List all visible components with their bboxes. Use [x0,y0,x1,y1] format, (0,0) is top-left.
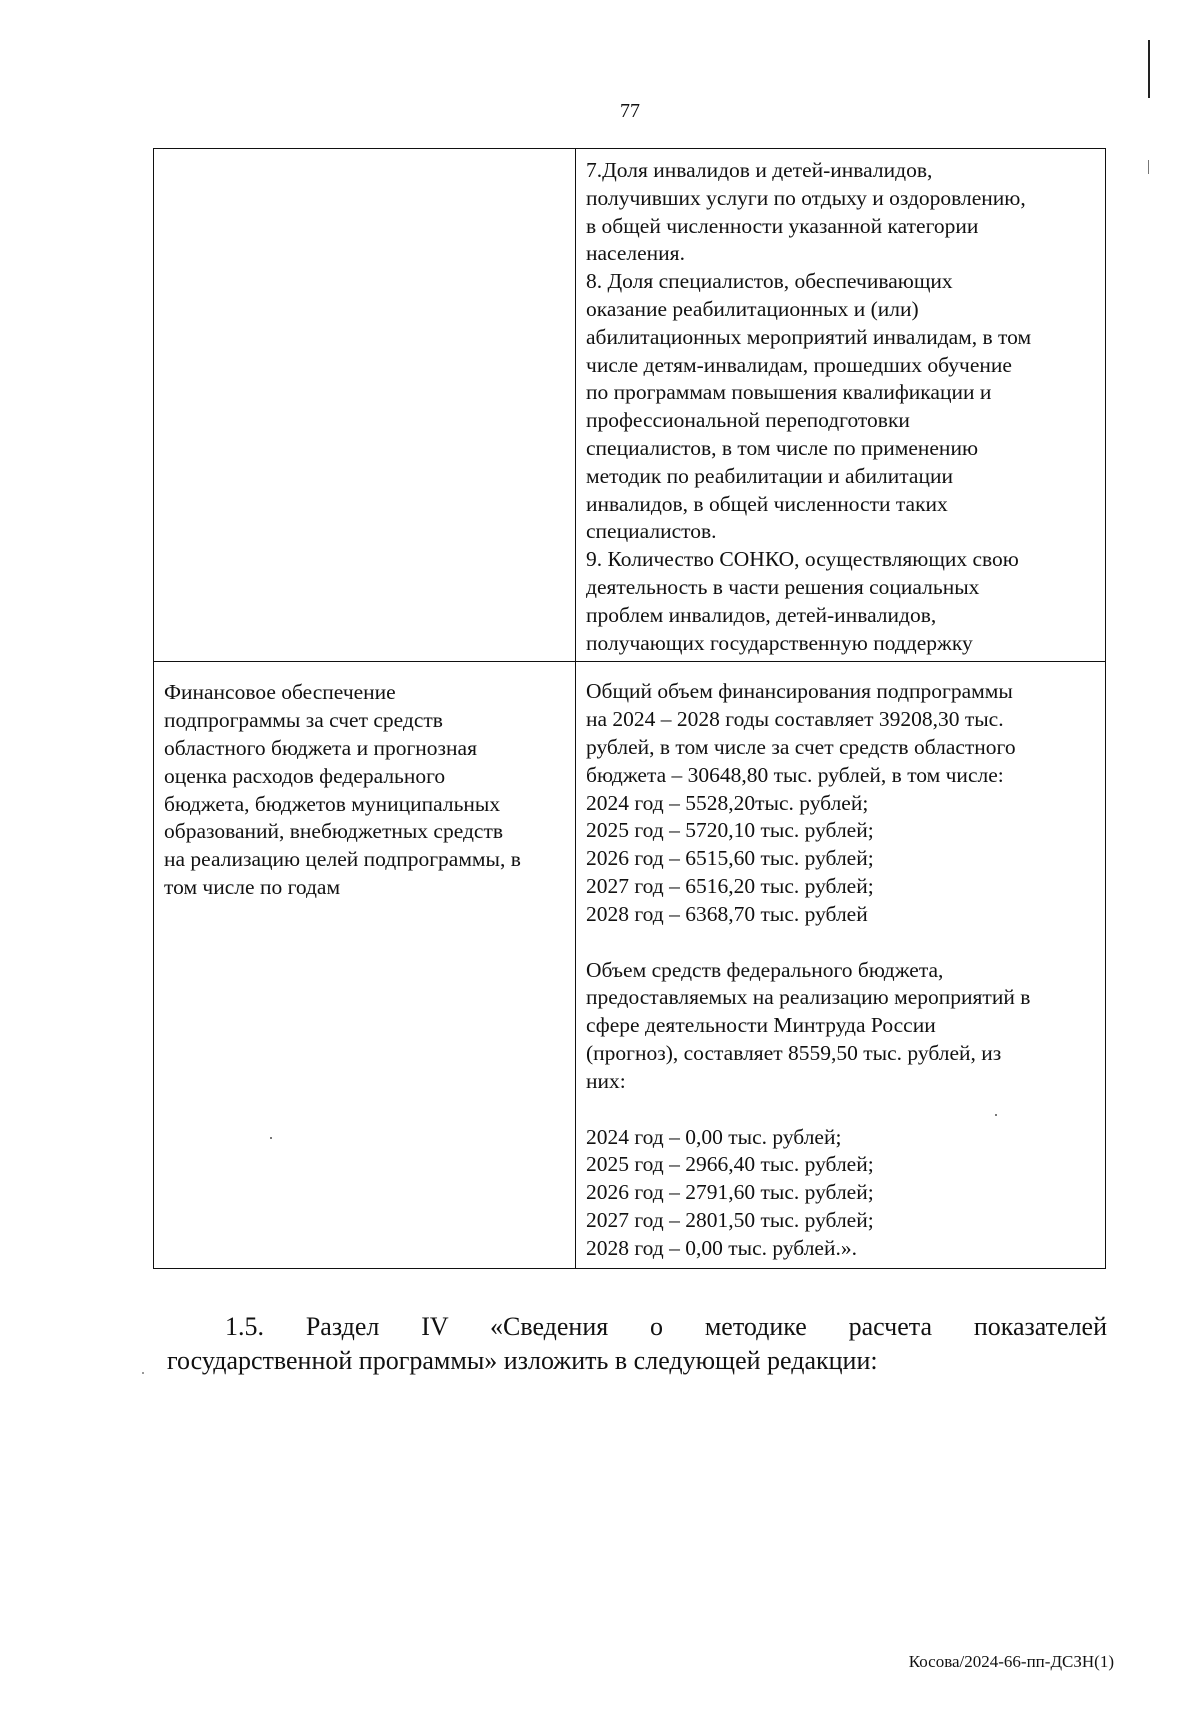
table-row-financing [154,662,1106,1269]
regional-budget-line: рублей, в том числе за счет средств областного [586,734,1016,759]
financing-label-line: образований, внебюджетных средств [164,819,503,844]
federal-budget-line: Объем средств федерального бюджета, [586,957,944,982]
scan-dot [270,1137,272,1139]
federal-year-line: 2026 год – 2791,60 тыс. рублей; [586,1180,874,1205]
scan-dot [142,1372,144,1374]
indicators-line: числе детям-инвалидам, прошедших обучение [586,352,1012,377]
indicators-line: специалистов. [586,519,717,544]
indicators-line: 8. Доля специалистов, обеспечивающих [586,269,953,294]
indicators-line: в общей численности указанной категории [586,213,979,238]
indicators-line: абилитационных мероприятий инвалидам, в том [586,324,1032,349]
financing-label-line: подпрограммы за счет средств [164,708,443,733]
financing-label-line: областного бюджета и прогнозная [164,735,477,760]
paragraph-gap [586,1096,1097,1124]
paragraph-line: 1.5. Раздел IV «Сведения о методике расчета показателей [225,1312,1107,1341]
financing-value-cell [576,662,1106,1269]
regional-budget-line: 2024 год – 5528,20тыс. рублей; [586,790,869,815]
regional-budget-line: 2027 год – 6516,20 тыс. рублей; [586,873,874,898]
paragraph-gap [586,929,1097,957]
regional-budget-line: 2028 год – 6368,70 тыс. рублей [586,901,868,926]
program-passport-table [153,148,1106,1269]
table-row-indicators [154,149,1106,662]
indicators-line: 9. Количество СОНКО, осуществляющих свою [586,547,1019,572]
scan-edge-mark [1148,40,1150,98]
financing-label-cell [154,662,576,1269]
indicators-line: оказание реабилитационных и (или) [586,296,919,321]
federal-year-line: 2025 год – 2966,40 тыс. рублей; [586,1152,874,1177]
regional-budget-line: на 2024 – 2028 годы составляет 39208,30 тыс. [586,707,1004,732]
indicators-line: деятельность в части решения социальных [586,574,980,599]
regional-budget-line: Общий объем финансирования подпрограммы [586,679,1013,704]
document-code: Косова/2024-66-пп-ДСЗН(1) [908,1652,1114,1671]
indicators-line: 7.Доля инвалидов и детей-инвалидов, [586,158,933,182]
indicators-line: инвалидов, в общей численности таких [586,491,948,516]
indicators-line: получающих государственную поддержку [586,630,973,655]
financing-label-line: оценка расходов федерального [164,763,446,788]
indicators-cell [576,149,1106,662]
table-cell-empty [154,149,576,662]
indicators-line: специалистов, в том числе по применению [586,435,979,460]
regional-budget-line: бюджета – 30648,80 тыс. рублей, в том числе: [586,762,1004,787]
section-amendment-paragraph [167,1310,1107,1378]
federal-year-line: 2024 год – 0,00 тыс. рублей; [586,1124,842,1149]
scan-edge-mark [1148,160,1149,174]
regional-budget-line: 2026 год – 6515,60 тыс. рублей; [586,846,874,871]
indicators-line: методик по реабилитации и абилитации [586,463,953,488]
indicators-line: профессиональной переподготовки [586,408,910,433]
scan-dot [995,1114,997,1116]
financing-label-line: бюджета, бюджетов муниципальных [164,791,501,816]
federal-budget-line: них: [586,1068,626,1093]
page-number: 77 [620,100,640,122]
federal-budget-line: предоставляемых на реализацию мероприятий в [586,985,1031,1010]
indicators-line: получивших услуги по отдыху и оздоровлению, [586,185,1026,210]
paragraph-line: государственной программы» изложить в следующей редакции: [167,1346,878,1375]
financing-label-line: Финансовое обеспечение [164,680,396,705]
regional-budget-line: 2025 год – 5720,10 тыс. рублей; [586,818,874,843]
financing-label-line: том числе по годам [164,874,341,899]
federal-budget-line: (прогноз), составляет 8559,50 тыс. рублей, из [586,1040,1002,1065]
indicators-line: населения. [586,241,685,266]
indicators-line: по программам повышения квалификации и [586,380,992,405]
financing-label-line: на реализацию целей подпрограммы, в [164,847,521,872]
indicators-line: проблем инвалидов, детей-инвалидов, [586,602,937,627]
federal-year-line: 2028 год – 0,00 тыс. рублей.». [586,1235,857,1260]
federal-year-line: 2027 год – 2801,50 тыс. рублей; [586,1207,874,1232]
federal-budget-line: сфере деятельности Минтруда России [586,1013,936,1038]
